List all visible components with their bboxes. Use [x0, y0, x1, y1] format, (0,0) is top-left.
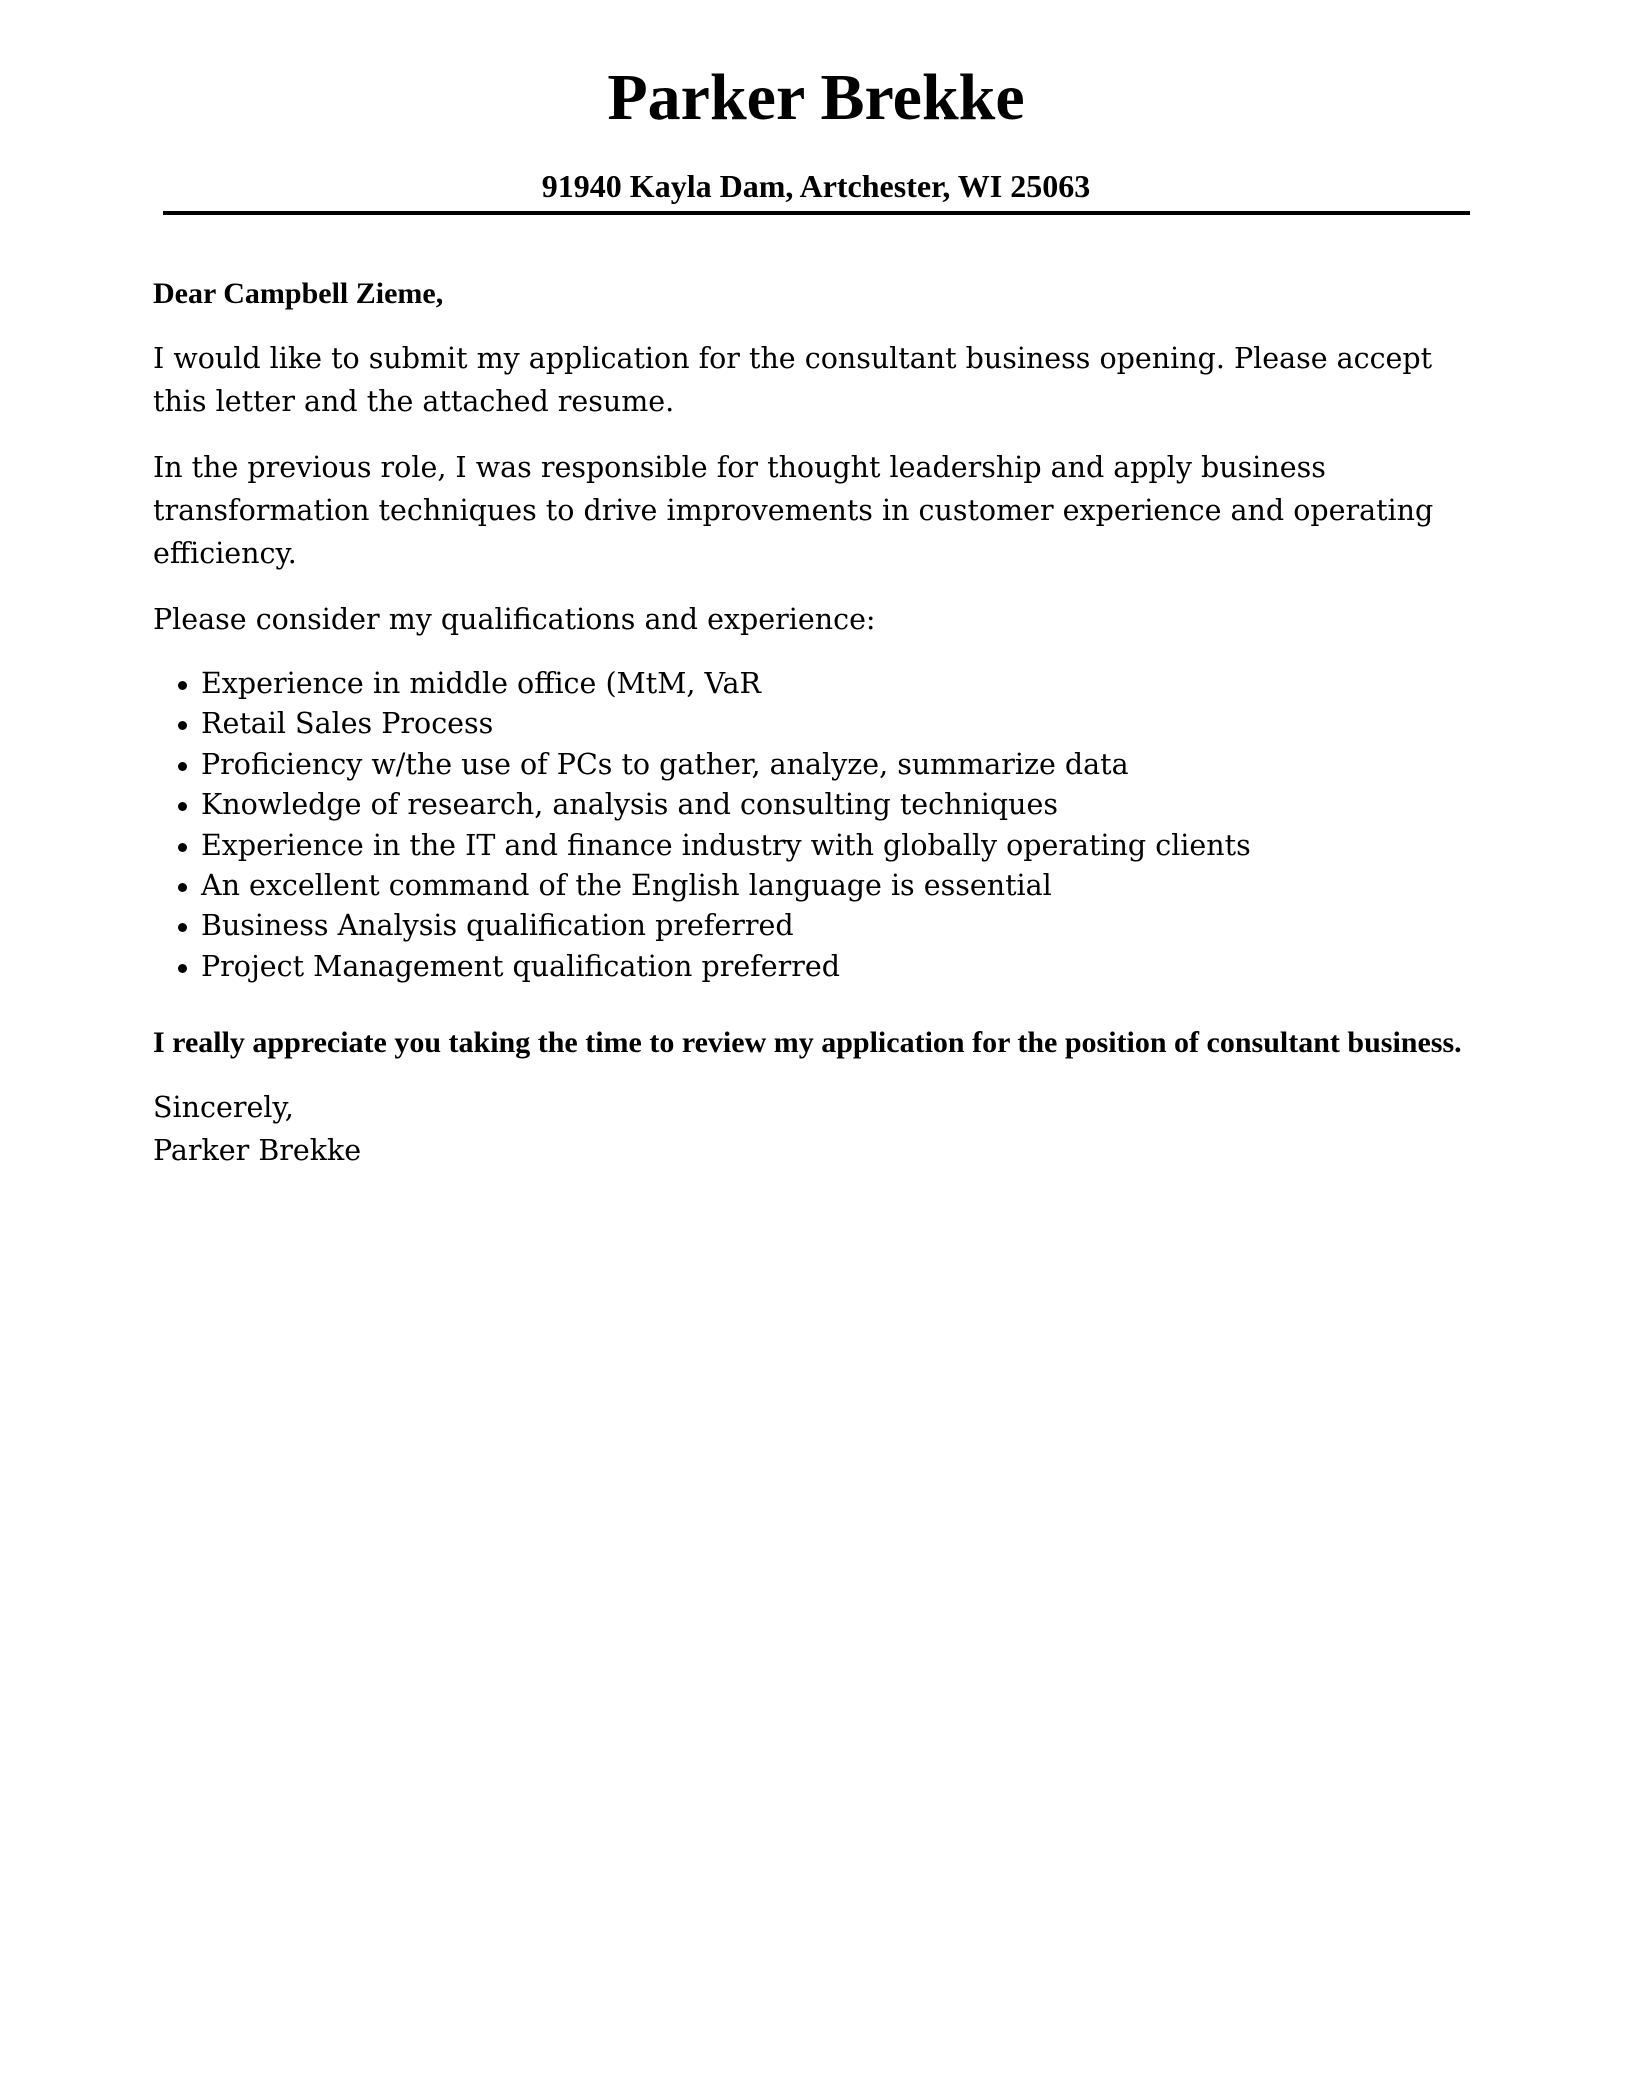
list-item-text: Knowledge of research, analysis and consulting techniques [201, 788, 1059, 822]
closing-statement: I really appreciate you taking the time to review my application for the position of consultant business. [153, 1026, 1462, 1060]
list-item-text: Experience in middle office (MtM, VaR [201, 667, 761, 700]
list-item [153, 866, 1483, 906]
salutation: Dear Campbell Zieme, [153, 277, 444, 310]
list-item [153, 745, 1483, 785]
experience-paragraph: In the previous role, I was responsible for thought leadership and apply business transformation techniques to drive improvements in customer experience and operating efficiency. [153, 451, 1434, 570]
bullet-icon [178, 802, 187, 811]
signature-name: Parker Brekke [153, 1134, 362, 1168]
list-item [153, 704, 1483, 744]
list-item [153, 826, 1483, 866]
list-item-text: Business Analysis qualification preferred [201, 909, 794, 943]
applicant-address: 91940 Kayla Dam, Artchester, WI 25063 [541, 168, 1091, 204]
list-item [153, 785, 1483, 825]
list-item [153, 664, 1483, 704]
list-item-text: Project Management qualification preferred [201, 949, 840, 983]
header-divider [163, 211, 1470, 215]
intro-paragraph: I would like to submit my application for the consultant business opening. Please accept this letter and the attached resume. [153, 342, 1433, 418]
list-item-text: Proficiency w/the use of PCs to gather, analyze, summarize data [201, 747, 1129, 781]
bullet-icon [178, 964, 187, 973]
letter-body [153, 272, 1483, 1172]
bullet-icon [178, 762, 187, 771]
list-item [153, 947, 1483, 987]
bullet-icon [178, 843, 187, 852]
list-item [153, 906, 1483, 946]
applicant-name: Parker Brekke [607, 61, 1025, 134]
list-item-text: Retail Sales Process [201, 707, 494, 741]
signoff: Sincerely, [153, 1091, 294, 1125]
bullet-icon [178, 721, 187, 730]
list-item-text: Experience in the IT and finance industry with globally operating clients [201, 828, 1251, 862]
bullet-icon [178, 681, 187, 690]
bullet-icon [178, 923, 187, 932]
qualifications-intro: Please consider my qualifications and experience: [153, 603, 876, 636]
list-item-text: An excellent command of the English language is essential [201, 869, 1052, 903]
qualifications-list [153, 664, 1483, 987]
bullet-icon [178, 883, 187, 892]
